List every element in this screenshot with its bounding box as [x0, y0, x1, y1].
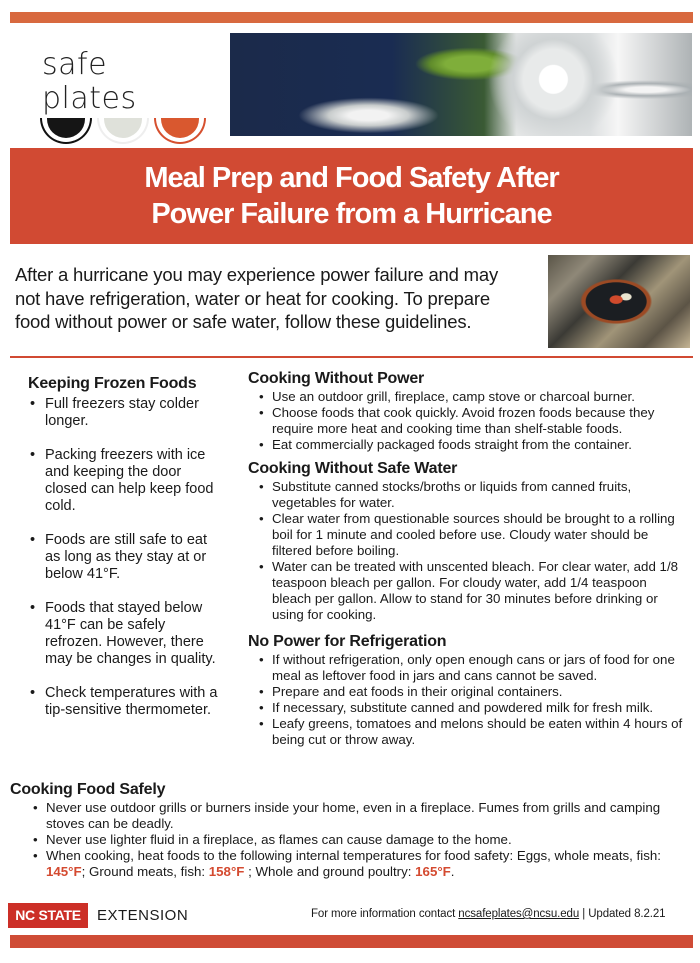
list-item: • If necessary, substitute canned and powdered milk for fresh milk.: [248, 700, 688, 716]
logo-plates-icon: [40, 118, 210, 148]
list-item: • Full freezers stay colder longer.: [28, 396, 218, 430]
list-item: • Substitute canned stocks/broths or liquids from canned fruits, vegetables for water.: [248, 479, 688, 511]
cooking-without-power-section: [248, 370, 688, 453]
page-title-line-1: Meal Prep and Food Safety After: [144, 162, 559, 194]
list-item: • Never use outdoor grills or burners inside your home, even in a fireplace. Fumes from grills and camping stoves can be deadly.: [10, 800, 680, 832]
campfire-skillet-image: [548, 255, 690, 348]
black-plate-icon: [40, 118, 92, 148]
section-heading: Cooking Without Power: [248, 370, 425, 387]
list-item: • Clear water from questionable sources should be brought to a rolling boil for 1 minute and cooled before use. Cloudy water should be filtered before boiling.: [248, 511, 688, 559]
title-banner: [10, 148, 693, 244]
updated-date: | Updated 8.2.21: [579, 908, 666, 920]
safe-plates-logo: [40, 48, 210, 118]
list-item: • Use an outdoor grill, fireplace, camp stove or charcoal burner.: [248, 389, 688, 405]
nc-state-logo: NC STATE: [8, 903, 88, 928]
page-title-line-2: Power Failure from a Hurricane: [151, 198, 552, 230]
list-item: • Check temperatures with a tip-sensitive thermometer.: [28, 685, 218, 719]
top-accent-bar: [10, 12, 693, 23]
section-divider: [10, 356, 693, 358]
section-heading: Keeping Frozen Foods: [28, 375, 197, 392]
intro-paragraph: After a hurricane you may experience power failure and may not have refrigeration, water or heat for cooking. To prepare food without power or safe water, follow these guidelines.: [15, 264, 499, 332]
footer-contact-info: For more information contact ncsafeplates@ncsu.edu | Updated 8.2.21: [311, 908, 666, 920]
list-item: • Prepare and eat foods in their original containers.: [248, 684, 688, 700]
list-item: • Packing freezers with ice and keeping the door closed can help keep food cold.: [28, 447, 218, 515]
list-item: • Choose foods that cook quickly. Avoid frozen foods because they require more heat and cooking time than shelf-stable foods.: [248, 405, 688, 437]
contact-email-link[interactable]: ncsafeplates@ncsu.edu: [458, 908, 580, 920]
gray-plate-icon: [97, 118, 149, 148]
section-heading: Cooking Food Safely: [10, 781, 166, 798]
list-item-temperatures: • When cooking, heat foods to the following internal temperatures for food safety: Eggs, whole meats, fish: 145°F; Ground meats, fish: 158°F ; Whole and ground poultry: 165°F.: [10, 848, 680, 880]
list-item: • Leafy greens, tomatoes and melons should be eaten within 4 hours of being cut or throw away.: [248, 716, 688, 748]
temp-ground-meats: 158°F: [208, 864, 245, 879]
no-power-refrigeration-section: [248, 633, 688, 748]
list-item: • Never use lighter fluid in a fireplace, as flames can cause damage to the home.: [10, 832, 680, 848]
temp-eggs-meats: 145°F: [46, 864, 82, 879]
bottom-accent-bar: [10, 935, 693, 948]
cooking-without-safe-water-section: [248, 460, 688, 623]
keeping-frozen-foods-section: [28, 375, 218, 736]
list-item: • If without refrigeration, only open enough cans or jars of food for one meal as leftover food in jars and cans cannot be saved.: [248, 652, 688, 684]
hurricane-satellite-image: [230, 33, 692, 136]
section-heading: No Power for Refrigeration: [248, 633, 447, 650]
temp-poultry: 165°F: [415, 864, 451, 879]
orange-plate-icon: [154, 118, 206, 148]
list-item: • Water can be treated with unscented bleach. For clear water, add 1/8 teaspoon bleach per gallon. For cloudy water, add 1/4 teaspoon bleach per gallon. Allow to stand for 30 minutes before drinking or using for cooking.: [248, 559, 688, 623]
extension-label: EXTENSION: [97, 907, 189, 924]
logo-text: safe plates: [42, 47, 137, 116]
right-column: [248, 370, 688, 748]
list-item: • Foods that stayed below 41°F can be safely refrozen. However, there may be changes in quality.: [28, 600, 218, 668]
list-item: • Foods are still safe to eat as long as they stay at or below 41°F.: [28, 532, 218, 583]
section-heading: Cooking Without Safe Water: [248, 460, 458, 477]
list-item: • Eat commercially packaged foods straight from the container.: [248, 437, 688, 453]
cooking-food-safely-section: [10, 781, 680, 880]
